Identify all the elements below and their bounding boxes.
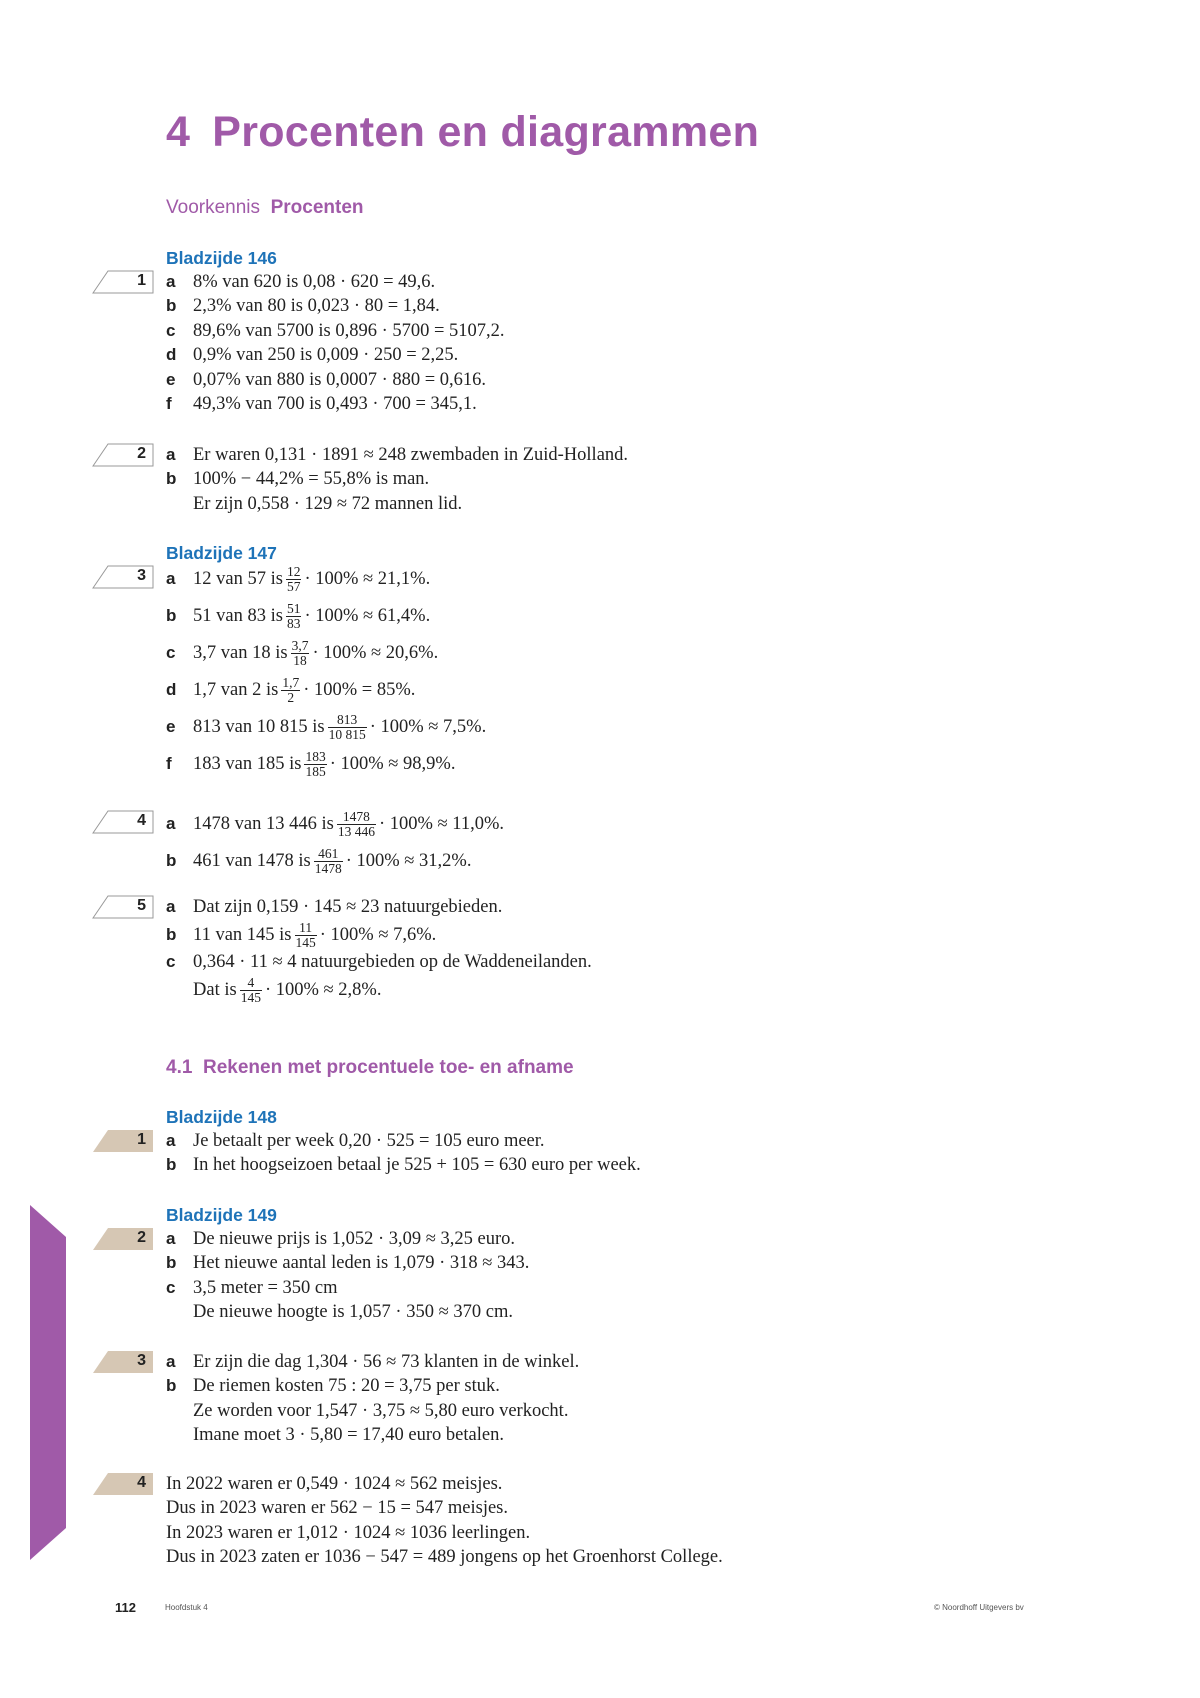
- chapter-side-tab: [30, 1205, 66, 1560]
- exercise-number-1: 1: [92, 1129, 154, 1153]
- exercise-number-2: 2: [92, 1227, 154, 1251]
- answer-line: f 183 van 185 is $\frac{183}{185}$ · 100% ≈ 98,9%.: [166, 749, 456, 779]
- fraction: $\frac{461}{1478}$: [314, 846, 342, 876]
- answer-line: b 11 van 145 is $\frac{11}{145}$ · 100% ≈ 7,6%.: [166, 920, 437, 950]
- answer-line: b Het nieuwe aantal leden is 1,079 · 318 ≈ 343.: [166, 1253, 530, 1273]
- voorkennis-heading: Voorkennis Procenten: [166, 197, 364, 218]
- answer-line: b 461 van 1478 is $\frac{461}{1478}$ · 100% ≈ 31,2%.: [166, 846, 472, 876]
- answer-line: e 813 van 10 815 is $\frac{813}{10 815}$ · 100% ≈ 7,5%.: [166, 712, 487, 742]
- answer-line: b In het hoogseizoen betaal je 525 + 105 = 630 euro per week.: [166, 1155, 641, 1175]
- answer-line: a 12 van 57 is $\frac{12}{57}$ · 100% ≈ 21,1%.: [166, 564, 431, 594]
- chapter-title-text: Procenten en diagrammen: [212, 108, 760, 156]
- answer-line: b De riemen kosten 75 : 20 = 3,75 per stuk.: [166, 1376, 500, 1396]
- answer-line: De nieuwe hoogte is 1,057 · 350 ≈ 370 cm.: [193, 1302, 513, 1322]
- exercise-number-3: 3: [92, 1350, 154, 1374]
- fraction: $\frac{183}{185}$: [305, 749, 326, 779]
- fraction: $\frac{12}{57}$: [286, 564, 301, 594]
- page-ref-146: Bladzijde 146: [166, 248, 277, 268]
- page-ref-147: Bladzijde 147: [166, 543, 277, 563]
- answer-line: c 0,364 · 11 ≈ 4 natuurgebieden op de Waddeneilanden.: [166, 952, 592, 972]
- answer-line: f 49,3% van 700 is 0,493 · 700 = 345,1.: [166, 394, 477, 414]
- chapter-title: [166, 108, 759, 157]
- fraction: $\frac{813}{10 815}$: [328, 712, 366, 742]
- answer-line: Dat is $\frac{4}{145}$ · 100% ≈ 2,8%.: [193, 975, 382, 1005]
- answer-line: Dus in 2023 waren er 562 − 15 = 547 meisjes.: [166, 1498, 508, 1518]
- page-ref-149: Bladzijde 149: [166, 1205, 277, 1225]
- fraction: $\frac{11}{145}$: [295, 920, 316, 950]
- fraction: $\frac{1,7}{2}$: [282, 675, 300, 705]
- fraction: $\frac{4}{145}$: [240, 975, 261, 1005]
- answer-line: a 1478 van 13 446 is $\frac{1478}{13 446}$ · 100% ≈ 11,0%.: [166, 809, 505, 839]
- answer-line: b 100% − 44,2% = 55,8% is man.: [166, 469, 430, 489]
- answer-line: d 0,9% van 250 is 0,009 · 250 = 2,25.: [166, 345, 459, 365]
- answer-line: a Dat zijn 0,159 · 145 ≈ 23 natuurgebieden.: [166, 897, 503, 917]
- exercise-number-4: 4: [92, 1472, 154, 1496]
- exercise-number-3: 3: [92, 565, 154, 589]
- answer-line: c 3,7 van 18 is $\frac{3,7}{18}$ · 100% ≈ 20,6%.: [166, 638, 439, 668]
- exercise-number-1: 1: [92, 270, 154, 294]
- page-ref-148: Bladzijde 148: [166, 1107, 277, 1127]
- answer-line: Ze worden voor 1,547 · 3,75 ≈ 5,80 euro verkocht.: [193, 1401, 569, 1421]
- answer-line: Er zijn 0,558 · 129 ≈ 72 mannen lid.: [193, 494, 463, 514]
- answer-line: c 3,5 meter = 350 cm: [166, 1278, 338, 1298]
- answer-line: Dus in 2023 zaten er 1036 − 547 = 489 jongens op het Groenhorst College.: [166, 1547, 723, 1567]
- section-heading-4-1: 4.1 Rekenen met procentuele toe- en afname: [166, 1057, 574, 1078]
- answer-line: a Er zijn die dag 1,304 · 56 ≈ 73 klanten in de winkel.: [166, 1352, 580, 1372]
- exercise-number-5: 5: [92, 895, 154, 919]
- answer-line: e 0,07% van 880 is 0,0007 · 880 = 0,616.: [166, 370, 487, 390]
- fraction: $\frac{1478}{13 446}$: [337, 809, 375, 839]
- footer-chapter: Hoofdstuk 4: [165, 1603, 208, 1612]
- exercise-number-4: 4: [92, 810, 154, 834]
- fraction: $\frac{3,7}{18}$: [291, 638, 309, 668]
- answer-line: In 2022 waren er 0,549 · 1024 ≈ 562 meisjes.: [166, 1474, 503, 1494]
- answer-line: Imane moet 3 · 5,80 = 17,40 euro betalen.: [193, 1425, 504, 1445]
- answer-line: d 1,7 van 2 is $\frac{1,7}{2}$ · 100% = 85%.: [166, 675, 416, 705]
- answer-line: b 2,3% van 80 is 0,023 · 80 = 1,84.: [166, 296, 440, 316]
- answer-line: a De nieuwe prijs is 1,052 · 3,09 ≈ 3,25 euro.: [166, 1229, 516, 1249]
- exercise-number-2: 2: [92, 443, 154, 467]
- footer-publisher: © Noordhoff Uitgevers bv: [934, 1603, 1024, 1612]
- answer-line: a 8% van 620 is 0,08 · 620 = 49,6.: [166, 272, 436, 292]
- fraction: $\frac{51}{83}$: [286, 601, 301, 631]
- answer-line: b 51 van 83 is $\frac{51}{83}$ · 100% ≈ 61,4%.: [166, 601, 431, 631]
- answer-line: In 2023 waren er 1,012 · 1024 ≈ 1036 leerlingen.: [166, 1523, 531, 1543]
- chapter-number: 4: [166, 108, 191, 156]
- answer-line: a Er waren 0,131 · 1891 ≈ 248 zwembaden in Zuid-Holland.: [166, 445, 629, 465]
- page-number: 112: [115, 1600, 136, 1615]
- answer-line: c 89,6% van 5700 is 0,896 · 5700 = 5107,2.: [166, 321, 505, 341]
- answer-line: a Je betaalt per week 0,20 · 525 = 105 euro meer.: [166, 1131, 545, 1151]
